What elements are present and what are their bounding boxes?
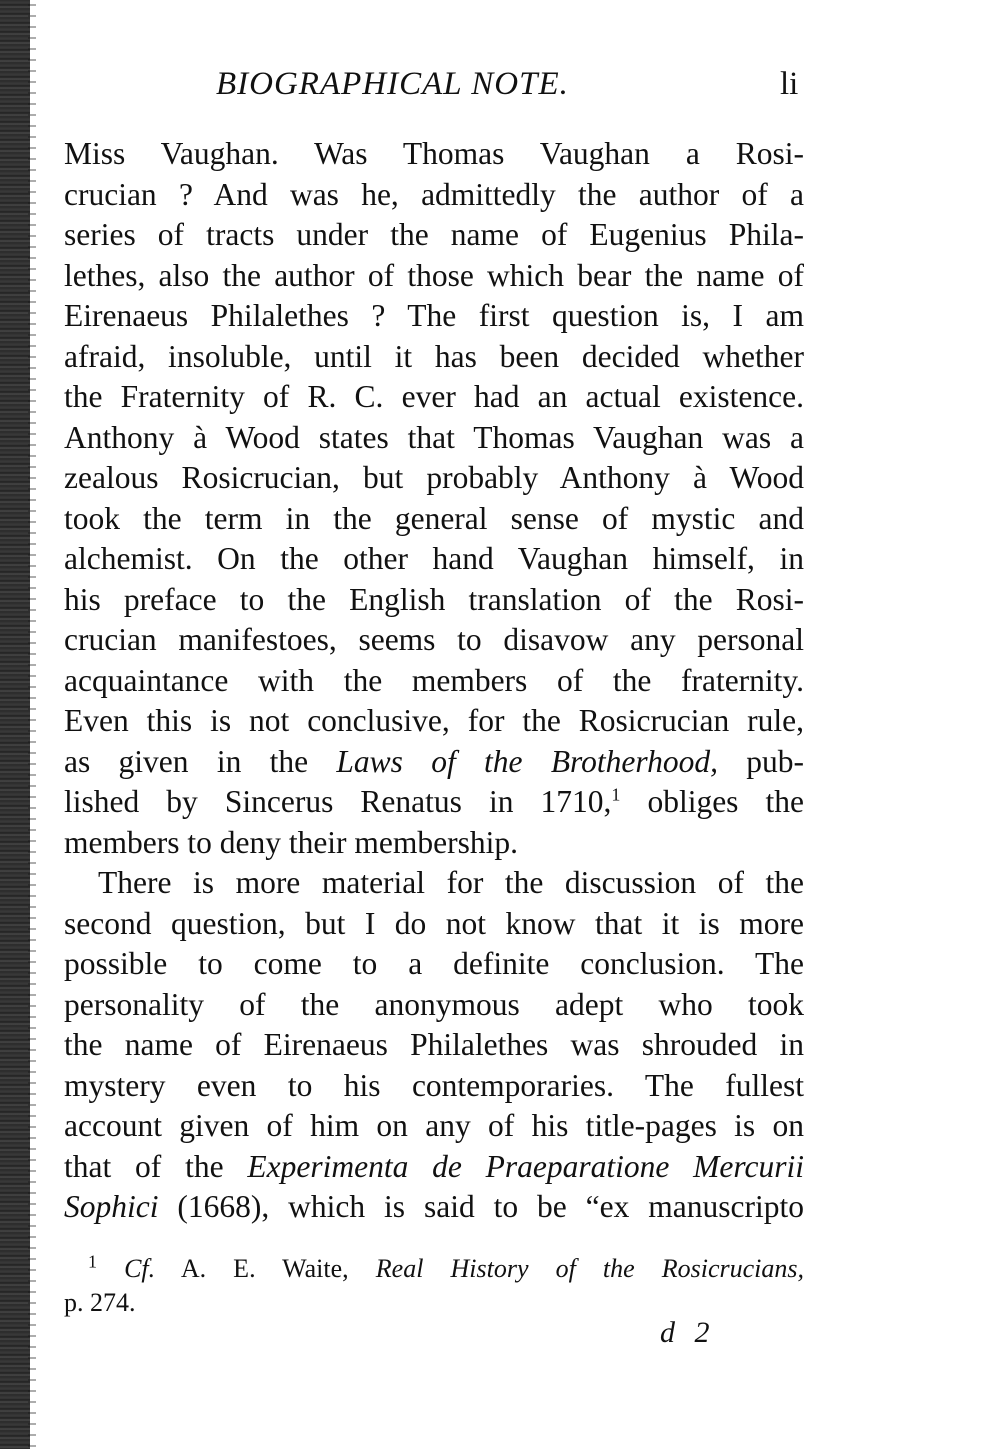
text-line: the name of Eirenaeus Philalethes was shrouded in — [64, 1027, 804, 1062]
text-run: lished by Sincerus Renatus in 1710, — [64, 784, 612, 819]
text-line — [64, 1187, 804, 1228]
footnote-cf: Cf. — [124, 1254, 156, 1283]
text-line: account given of him on any of his title-pages is on — [64, 1108, 804, 1143]
text-line — [64, 782, 804, 823]
text-line: Anthony à Wood states that Thomas Vaughan was a — [64, 419, 804, 455]
text-line — [64, 1147, 804, 1188]
footnote-author: A. E. Waite, — [155, 1254, 376, 1283]
text-line: possible to come to a definite conclusion. The — [64, 946, 804, 981]
text-run: pub- — [717, 743, 804, 779]
page-header — [0, 66, 989, 110]
text-line: personality of the anonymous adept who took — [64, 986, 804, 1022]
text-line: the Fraternity of R. C. ever had an actual existence. — [64, 379, 804, 414]
footnote-marker: 1 — [88, 1251, 97, 1272]
text-line: afraid, insoluble, until it has been decided whether — [64, 338, 804, 374]
signature-mark: d 2 — [660, 1316, 716, 1349]
text-line: Even this is not conclusive, for the Rosicrucian rule, — [64, 703, 804, 738]
text-line: acquaintance with the members of the fraternity. — [64, 662, 804, 698]
text-line: his preface to the English translation of the Rosi- — [64, 581, 804, 617]
text-line: Miss Vaughan. Was Thomas Vaughan a Rosi- — [64, 136, 804, 171]
footnote-line — [64, 1252, 804, 1286]
book-title-experimenta: Experimenta de Praeparatione Mercurii — [247, 1148, 804, 1184]
text-line: crucian ? And was he, admittedly the author of a — [64, 176, 804, 212]
book-title-sophici: Sophici — [64, 1189, 159, 1224]
text-line — [64, 742, 804, 783]
text-line: members to deny their membership. — [64, 824, 519, 860]
text-run: obliges the — [620, 784, 804, 819]
text-run: as given in the — [64, 743, 337, 779]
text-line: There is more material for the discussion of the — [98, 865, 804, 900]
text-line: zealous Rosicrucian, but probably Anthony à Wood — [64, 460, 804, 495]
running-head: BIOGRAPHICAL NOTE. — [216, 66, 569, 102]
text-line: took the term in the general sense of mystic and — [64, 500, 804, 536]
text-line: crucian manifestoes, seems to disavow any personal — [64, 622, 804, 657]
text-run: (1668), which is said to be “ex manuscripto — [158, 1189, 804, 1224]
page-number: li — [780, 66, 799, 102]
footnote-line: p. 274. — [64, 1288, 136, 1317]
text-line: mystery even to his contemporaries. The fullest — [64, 1067, 804, 1103]
footnote — [64, 1252, 804, 1320]
text-run: that of the — [64, 1148, 248, 1184]
scanned-binding-edge — [0, 0, 30, 1449]
text-line: series of tracts under the name of Eugenius Phila- — [64, 217, 804, 252]
footnote-title: Real History of the Rosicrucians, — [375, 1254, 805, 1283]
body-text — [64, 134, 804, 1228]
book-title-laws-of-the-brotherhood: Laws of the Brotherhood, — [336, 743, 718, 779]
footnote-reference: 1 — [611, 784, 621, 805]
text-line: Eirenaeus Philalethes ? The first question is, I am — [64, 298, 804, 333]
text-line: second question, but I do not know that it is more — [64, 905, 804, 941]
text-line: lethes, also the author of those which bear the name of — [64, 257, 804, 293]
text-line: alchemist. On the other hand Vaughan himself, in — [64, 541, 804, 576]
